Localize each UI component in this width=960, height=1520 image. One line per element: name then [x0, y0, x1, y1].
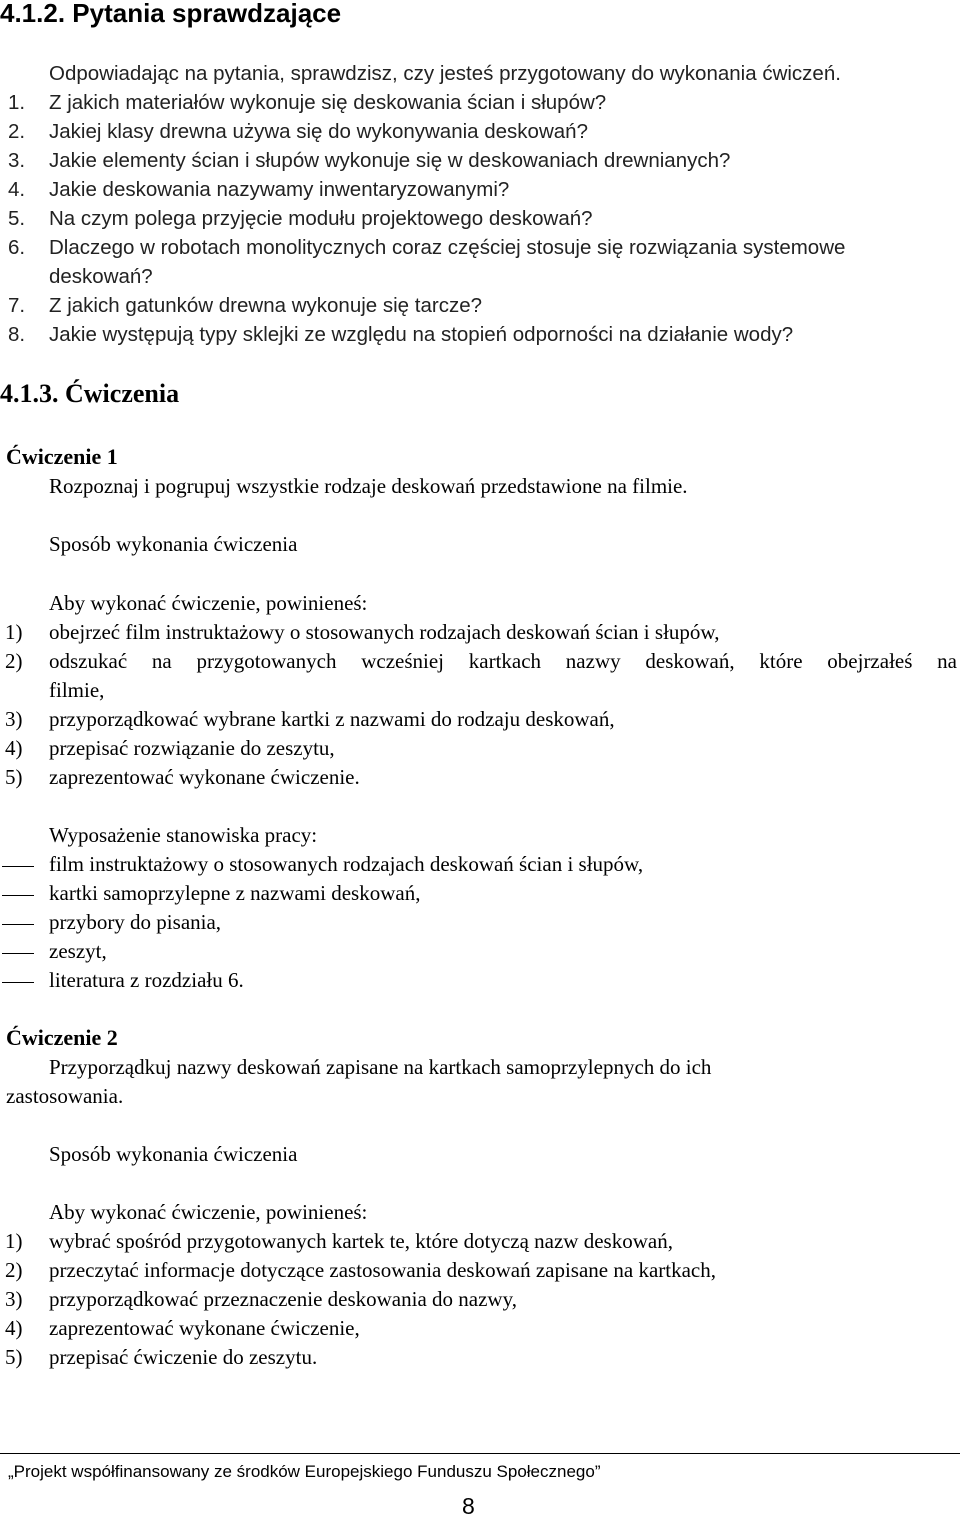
section-heading-4-1-3: 4.1.3. Ćwiczenia: [0, 379, 180, 408]
step-text: wybrać spośród przygotowanych kartek te, które dotyczą nazw deskowań,: [49, 1229, 673, 1253]
dash-bullet: [2, 982, 34, 983]
step-number: 1): [5, 620, 23, 644]
question-text: Jakiej klasy drewna używa się do wykonywania deskowań?: [49, 120, 588, 143]
equipment-item: film instruktażowy o stosowanych rodzajach deskowań ścian i słupów,: [49, 852, 644, 876]
page-number: 8: [462, 1493, 475, 1519]
step-text: zaprezentować wykonane ćwiczenie.: [49, 765, 360, 789]
question-number: 8.: [8, 323, 26, 346]
question-number: 4.: [8, 178, 26, 201]
question-text: Z jakich gatunków drewna wykonuje się tarcze?: [49, 294, 482, 317]
dash-bullet: [2, 895, 34, 896]
exercise-2-title: Ćwiczenie 2: [6, 1025, 118, 1050]
equipment-item: kartki samoprzylepne z nazwami deskowań,: [49, 881, 421, 905]
step-text: przepisać ćwiczenie do zeszytu.: [49, 1345, 318, 1369]
step-number: 3): [5, 707, 23, 731]
step-text: przeczytać informacje dotyczące zastosowania deskowań zapisane na kartkach,: [49, 1258, 716, 1282]
step-text: zaprezentować wykonane ćwiczenie,: [49, 1316, 360, 1340]
exercise-2-task-continued: zastosowania.: [6, 1084, 124, 1108]
question-text: Dlaczego w robotach monolitycznych coraz częściej stosuje się rozwiązania systemowe: [49, 236, 846, 259]
exercise-2-should-intro: Aby wykonać ćwiczenie, powinieneś:: [49, 1200, 368, 1224]
step-number: 2): [5, 649, 23, 673]
exercise-1-should-intro: Aby wykonać ćwiczenie, powinieneś:: [49, 591, 368, 615]
step-number: 5): [5, 765, 23, 789]
question-text-continued: deskowań?: [49, 265, 153, 288]
question-text: Z jakich materiałów wykonuje się deskowania ścian i słupów?: [49, 91, 607, 114]
step-number: 5): [5, 1345, 23, 1369]
step-number: 4): [5, 1316, 23, 1340]
exercise-1-task: Rozpoznaj i pogrupuj wszystkie rodzaje deskowań przedstawione na filmie.: [49, 474, 688, 498]
dash-bullet: [2, 953, 34, 954]
step-text: przyporządkować przeznaczenie deskowania do nazwy,: [49, 1287, 517, 1311]
exercise-2-task: Przyporządkuj nazwy deskowań zapisane na kartkach samoprzylepnych do ich: [49, 1055, 712, 1079]
equipment-title: Wyposażenie stanowiska pracy:: [49, 823, 318, 847]
question-number: 3.: [8, 149, 26, 172]
question-number: 5.: [8, 207, 26, 230]
step-number: 1): [5, 1229, 23, 1253]
step-text: przyporządkować wybrane kartki z nazwami do rodzaju deskowań,: [49, 707, 615, 731]
question-text: Jakie występują typy sklejki ze względu na stopień odporności na działanie wody?: [49, 323, 794, 346]
question-number: 7.: [8, 294, 26, 317]
exercise-1-method-title: Sposób wykonania ćwiczenia: [49, 532, 298, 556]
step-number: 3): [5, 1287, 23, 1311]
question-text: Na czym polega przyjęcie modułu projektowego deskowań?: [49, 207, 593, 230]
step-text-continued: filmie,: [49, 678, 105, 702]
step-text: odszukać na przygotowanych wcześniej kartkach nazwy deskowań, które obejrzałeś na: [49, 649, 957, 673]
equipment-item: literatura z rozdziału 6.: [49, 968, 244, 992]
dash-bullet: [2, 866, 34, 867]
questions-intro: Odpowiadając na pytania, sprawdzisz, czy jesteś przygotowany do wykonania ćwiczeń.: [49, 62, 841, 85]
section-heading-4-1-2: 4.1.2. Pytania sprawdzające: [0, 0, 342, 28]
dash-bullet: [2, 924, 34, 925]
footer-divider: [0, 1453, 960, 1454]
question-number: 6.: [8, 236, 26, 259]
step-text: przepisać rozwiązanie do zeszytu,: [49, 736, 335, 760]
question-text: Jakie deskowania nazywamy inwentaryzowanymi?: [49, 178, 510, 201]
step-text: obejrzeć film instruktażowy o stosowanych rodzajach deskowań ścian i słupów,: [49, 620, 720, 644]
footer-text: „Projekt współfinansowany ze środków Europejskiego Funduszu Społecznego”: [8, 1462, 601, 1481]
equipment-item: przybory do pisania,: [49, 910, 222, 934]
step-number: 2): [5, 1258, 23, 1282]
exercise-1-title: Ćwiczenie 1: [6, 444, 118, 469]
question-number: 1.: [8, 91, 26, 114]
step-number: 4): [5, 736, 23, 760]
equipment-item: zeszyt,: [49, 939, 107, 963]
question-text: Jakie elementy ścian i słupów wykonuje się w deskowaniach drewnianych?: [49, 149, 731, 172]
exercise-2-method-title: Sposób wykonania ćwiczenia: [49, 1142, 298, 1166]
question-number: 2.: [8, 120, 26, 143]
